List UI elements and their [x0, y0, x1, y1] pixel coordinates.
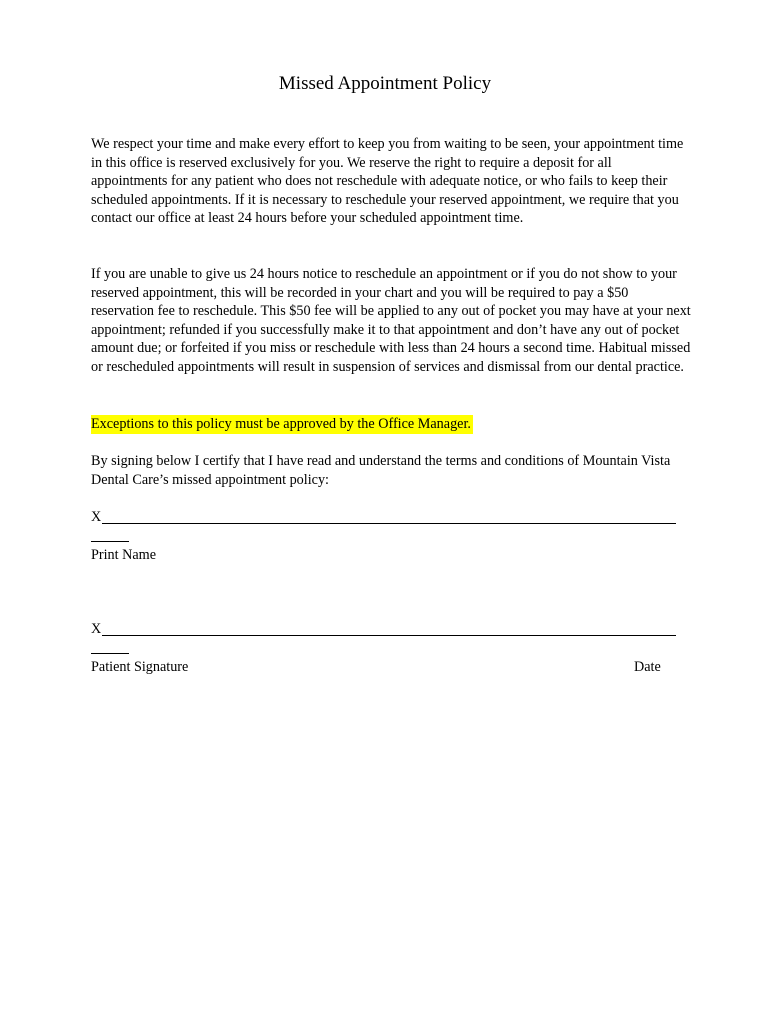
- print-name-x-mark: X: [91, 509, 102, 525]
- print-name-line[interactable]: [102, 523, 676, 524]
- patient-signature-line[interactable]: [102, 635, 676, 636]
- date-label: Date: [634, 659, 661, 675]
- patient-signature-label: Patient Signature: [91, 659, 189, 675]
- print-name-label: Print Name: [91, 547, 157, 563]
- patient-signature-line-continuation: [91, 653, 129, 654]
- certification-paragraph: By signing below I certify that I have read and understand the terms and conditions of Mountain Vista Dental Care’s missed appointment policy:: [91, 453, 671, 488]
- exception-highlight: Exceptions to this policy must be approved by the Office Manager.: [91, 416, 471, 432]
- signature-x-mark: X: [91, 621, 102, 637]
- policy-paragraph-intro: We respect your time and make every effort to keep you from waiting to be seen, your appointment time in this office is reserved exclusively for you. We reserve the right to require a deposit for all appointments for any patient who does not reschedule with adequate notice, or who fails to keep their scheduled appointments. If it is necessary to reschedule your reserved appointment, we require that you contact our office at least 24 hours before your scheduled appointment time.: [91, 136, 684, 227]
- document-title: Missed Appointment Policy: [278, 73, 492, 94]
- print-name-line-continuation: [91, 541, 129, 542]
- exception-paragraph: [91, 415, 691, 434]
- policy-paragraph-fee: If you are unable to give us 24 hours notice to reschedule an appointment or if you do not show to your reserved appointment, this will be recorded in your chart and you will be required to pay a $50 reservation fee to reschedule. This $50 fee will be applied to any out of pocket you may have at your next appointment; refunded if you successfully make it to that appointment and don’t have any out of pocket amount due; or forfeited if you miss or reschedule with less than 24 hours a second time. Habitual missed or rescheduled appointments will result in suspension of services and dismissal from our dental practice.: [91, 266, 691, 375]
